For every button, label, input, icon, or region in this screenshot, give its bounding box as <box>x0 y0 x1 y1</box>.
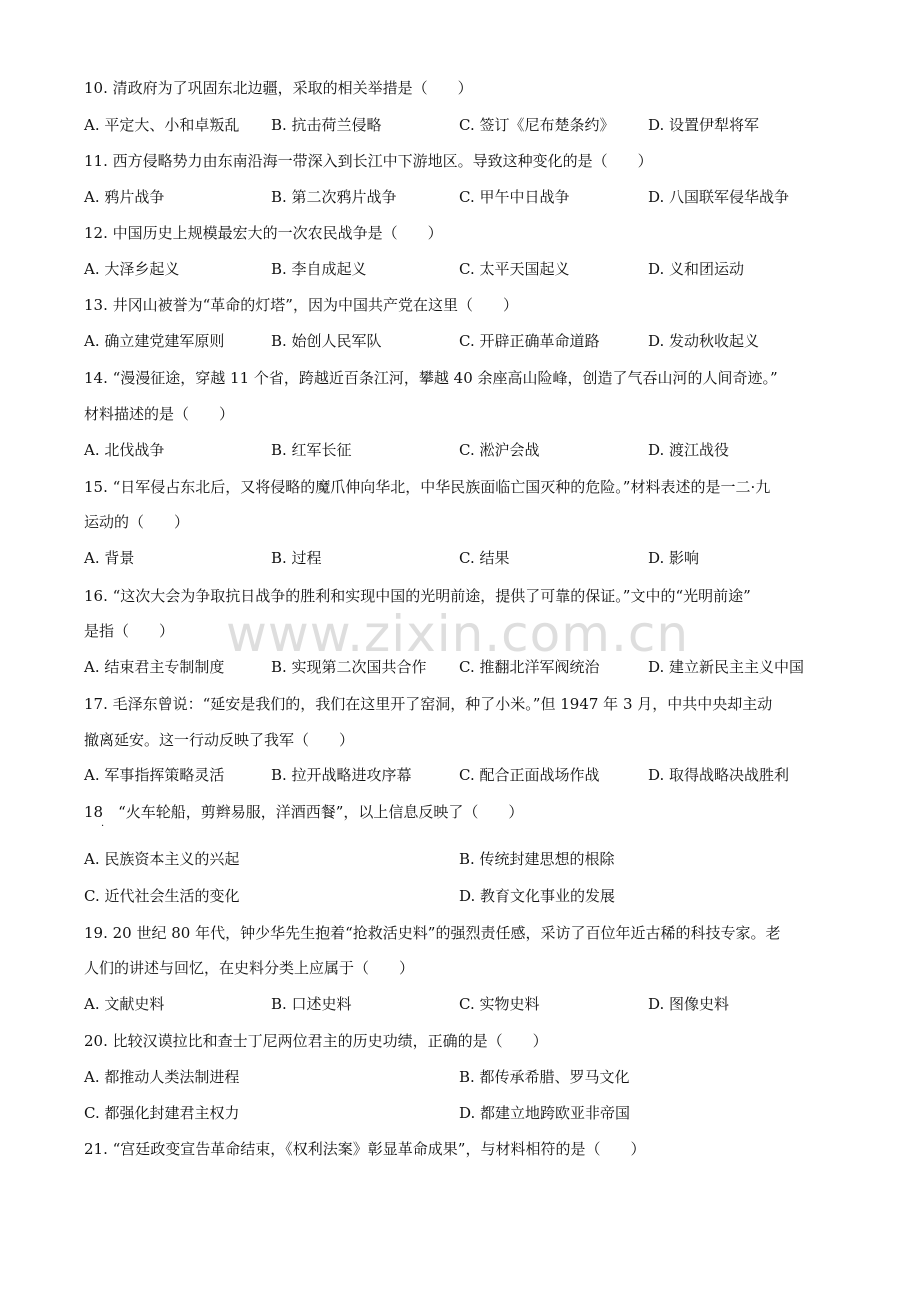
q19-option-c: C. 实物史料 <box>459 995 540 1013</box>
q17-option-d: D. 取得战略决战胜利 <box>648 766 790 784</box>
q17-option-c: C. 配合正面战场作战 <box>459 766 600 784</box>
question-16-stem-line1: 16. “这次大会为争取抗日战争的胜利和实现中国的光明前途，提供了可靠的保证。”文中的“光明前途” <box>84 587 751 605</box>
question-12-stem: 12. 中国历史上规模最宏大的一次农民战争是（ ） <box>84 224 443 242</box>
q20-option-d: D. 都建立地跨欧亚非帝国 <box>459 1104 631 1122</box>
q13-option-d: D. 发动秋收起义 <box>648 332 760 350</box>
q14-option-a: A. 北伐战争 <box>84 441 165 459</box>
q13-option-c: C. 开辟正确革命道路 <box>459 332 600 350</box>
q13-option-a: A. 确立建党建军原则 <box>84 332 225 350</box>
question-20-stem: 20. 比较汉谟拉比和查士丁尼两位君主的历史功绩，正确的是（ ） <box>84 1032 548 1050</box>
q14-option-b: B. 红军长征 <box>271 441 352 459</box>
q14-option-c: C. 淞沪会战 <box>459 441 540 459</box>
q10-option-d: D. 设置伊犁将军 <box>648 116 760 134</box>
q12-option-d: D. 义和团运动 <box>648 260 745 278</box>
q11-option-d: D. 八国联军侵华战争 <box>648 188 790 206</box>
question-15-stem-line1: 15. “日军侵占东北后，又将侵略的魔爪伸向华北，中华民族面临亡国灭种的危险。”材料表述的是一二·九 <box>84 478 771 496</box>
q16-option-d: D. 建立新民主主义中国 <box>648 658 805 676</box>
q11-option-a: A. 鸦片战争 <box>84 188 165 206</box>
q14-option-d: D. 渡江战役 <box>648 441 730 459</box>
q19-option-d: D. 图像史料 <box>648 995 730 1013</box>
q18-option-b: B. 传统封建思想的根除 <box>459 850 615 868</box>
question-19-stem-line1: 19. 20 世纪 80 年代，钟少华先生抱着“抢救活史料”的强烈责任感，采访了百位年近古稀的科技专家。老 <box>84 924 781 942</box>
stray-dot-mark: · <box>101 821 105 832</box>
q10-option-c: C. 签订《尼布楚条约》 <box>459 116 615 134</box>
q15-option-c: C. 结果 <box>459 549 510 567</box>
question-16-stem-line2: 是指（ ） <box>84 622 175 640</box>
q19-option-a: A. 文献史料 <box>84 995 165 1013</box>
q18-option-c: C. 近代社会生活的变化 <box>84 887 240 905</box>
q17-option-b: B. 拉开战略进攻序幕 <box>271 766 412 784</box>
q15-option-a: A. 背景 <box>84 549 135 567</box>
question-14-stem-line1: 14. “漫漫征途，穿越 11 个省，跨越近百条江河，攀越 40 余座高山险峰，创造了气吞山河的人间奇迹。” <box>84 369 778 387</box>
q18-option-a: A. 民族资本主义的兴起 <box>84 850 240 868</box>
q16-option-c: C. 推翻北洋军阀统治 <box>459 658 600 676</box>
q15-option-b: B. 过程 <box>271 549 322 567</box>
question-10-stem: 10. 清政府为了巩固东北边疆，采取的相关举措是（ ） <box>84 79 473 97</box>
watermark: www.zixin.com.cn <box>226 605 690 663</box>
question-14-stem-line2: 材料描述的是（ ） <box>84 405 235 423</box>
q15-option-d: D. 影响 <box>648 549 700 567</box>
question-17-stem-line2: 撤离延安。这一行动反映了我军（ ） <box>84 731 355 749</box>
question-15-stem-line2: 运动的（ ） <box>84 513 190 531</box>
q12-option-c: C. 太平天国起义 <box>459 260 570 278</box>
q16-option-a: A. 结束君主专制制度 <box>84 658 225 676</box>
q11-option-c: C. 甲午中日战争 <box>459 188 570 206</box>
q10-option-a: A. 平定大、小和卓叛乱 <box>84 116 240 134</box>
question-19-stem-line2: 人们的讲述与回忆，在史料分类上应属于（ ） <box>84 959 415 977</box>
q19-option-b: B. 口述史料 <box>271 995 352 1013</box>
q10-option-b: B. 抗击荷兰侵略 <box>271 116 382 134</box>
question-21-stem: 21. “宫廷政变宣告革命结束，《权利法案》彰显革命成果”，与材料相符的是（ ） <box>84 1140 646 1158</box>
q18-option-d: D. 教育文化事业的发展 <box>459 887 616 905</box>
question-17-stem-line1: 17. 毛泽东曾说：“延安是我们的，我们在这里开了窑洞，种了小米。”但 1947 年 3 月，中共中央却主动 <box>84 695 773 713</box>
q20-option-b: B. 都传承希腊、罗马文化 <box>459 1068 630 1086</box>
q12-option-b: B. 李自成起义 <box>271 260 367 278</box>
question-11-stem: 11. 西方侵略势力由东南沿海一带深入到长江中下游地区。导致这种变化的是（ ） <box>84 152 653 170</box>
q12-option-a: A. 大泽乡起义 <box>84 260 180 278</box>
question-18-stem: 18 “火车轮船，剪辫易服，洋酒西餐”，以上信息反映了（ ） <box>84 803 524 821</box>
q17-option-a: A. 军事指挥策略灵活 <box>84 766 225 784</box>
q16-option-b: B. 实现第二次国共合作 <box>271 658 427 676</box>
question-13-stem: 13. 井冈山被誉为“革命的灯塔”，因为中国共产党在这里（ ） <box>84 296 518 314</box>
q20-option-c: C. 都强化封建君主权力 <box>84 1104 240 1122</box>
q13-option-b: B. 始创人民军队 <box>271 332 382 350</box>
q11-option-b: B. 第二次鸦片战争 <box>271 188 397 206</box>
q20-option-a: A. 都推动人类法制进程 <box>84 1068 240 1086</box>
